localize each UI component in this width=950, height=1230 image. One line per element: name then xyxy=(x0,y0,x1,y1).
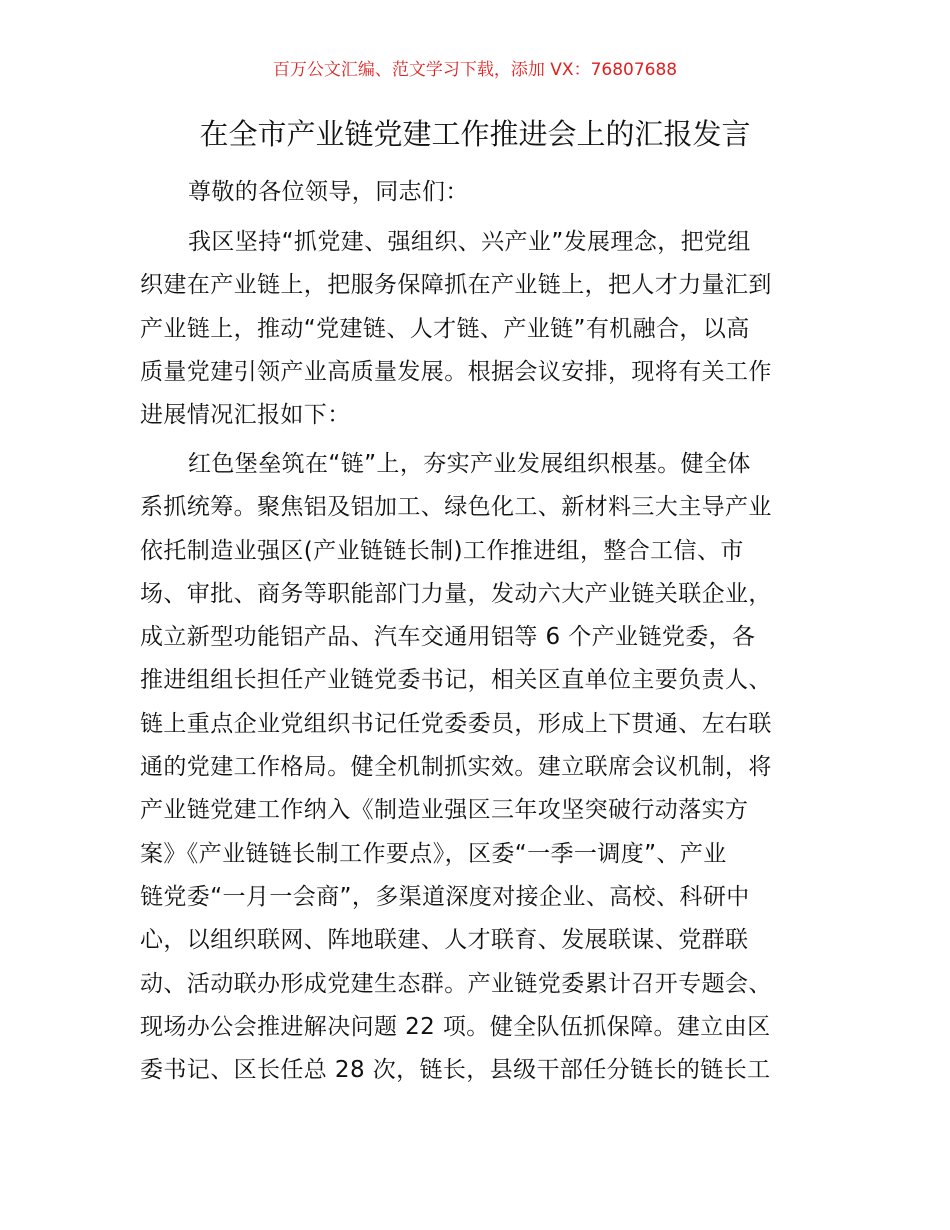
paragraph-line: 通的党建工作格局。健全机制抓实效。建立联席会议机制，将 xyxy=(140,754,772,781)
promo-banner: 百万公文汇编、范文学习下载，添加 VX：76807688 xyxy=(272,60,678,80)
paragraph-line: 质量党建引领产业高质量发展。根据会议安排，现将有关工作 xyxy=(140,358,772,385)
paragraph-red-fortress xyxy=(140,443,812,1092)
paragraph-line: 产业链上，推动“党建链、人才链、产业链”有机融合，以高 xyxy=(140,315,750,342)
paragraph-line: 成立新型功能铝产品、汽车交通用铝等 6 个产业链党委，各 xyxy=(140,624,756,651)
paragraph-line: 现场办公会推进解决问题 22 项。健全队伍抓保障。建立由区 xyxy=(140,1013,771,1040)
paragraph-line: 系抓统筹。聚焦铝及铝加工、绿色化工、新材料三大主导产业 xyxy=(140,494,772,521)
paragraph-line: 动、活动联办形成党建生态群。产业链党委累计召开专题会、 xyxy=(140,970,772,997)
paragraph-line: 心，以组织联网、阵地联建、人才联育、发展联谋、党群联 xyxy=(140,927,749,954)
paragraph-line: 推进组组长担任产业链党委书记，相关区直单位主要负责人、 xyxy=(140,667,772,694)
paragraph-intro xyxy=(140,221,812,437)
paragraph-line: 链上重点企业党组织书记任党委委员，形成上下贯通、左右联 xyxy=(140,710,772,737)
paragraph-line: 委书记、区长任总 28 次，链长，县级干部任分链长的链长工 xyxy=(140,1057,771,1084)
paragraph-line: 进展情况汇报如下： xyxy=(140,402,351,429)
paragraph-line: 场、审批、商务等职能部门力量，发动六大产业链关联企业， xyxy=(140,580,772,607)
paragraph-line: 产业链党建工作纳入《制造业强区三年攻坚突破行动落实方 xyxy=(140,797,749,824)
paragraph-line: 红色堡垒筑在“链”上，夯实产业发展组织根基。健全体 xyxy=(188,451,751,477)
paragraph-line: 链党委“一月一会商”，多渠道深度对接企业、高校、科研中 xyxy=(140,883,750,910)
paragraph-line: 我区坚持“抓党建、强组织、兴产业”发展理念，把党组 xyxy=(188,229,751,255)
document-title: 在全市产业链党建工作推进会上的汇报发言 xyxy=(199,117,751,151)
greeting-paragraph xyxy=(140,171,812,214)
greeting-line: 尊敬的各位领导，同志们： xyxy=(188,179,469,205)
paragraph-line: 案》《产业链链长制工作要点》，区委“一季一调度”、产业 xyxy=(140,840,727,867)
paragraph-line: 依托制造业强区(产业链链长制)工作推进组，整合工信、市 xyxy=(140,537,744,564)
paragraph-line: 织建在产业链上，把服务保障抓在产业链上，把人才力量汇到 xyxy=(140,272,772,299)
